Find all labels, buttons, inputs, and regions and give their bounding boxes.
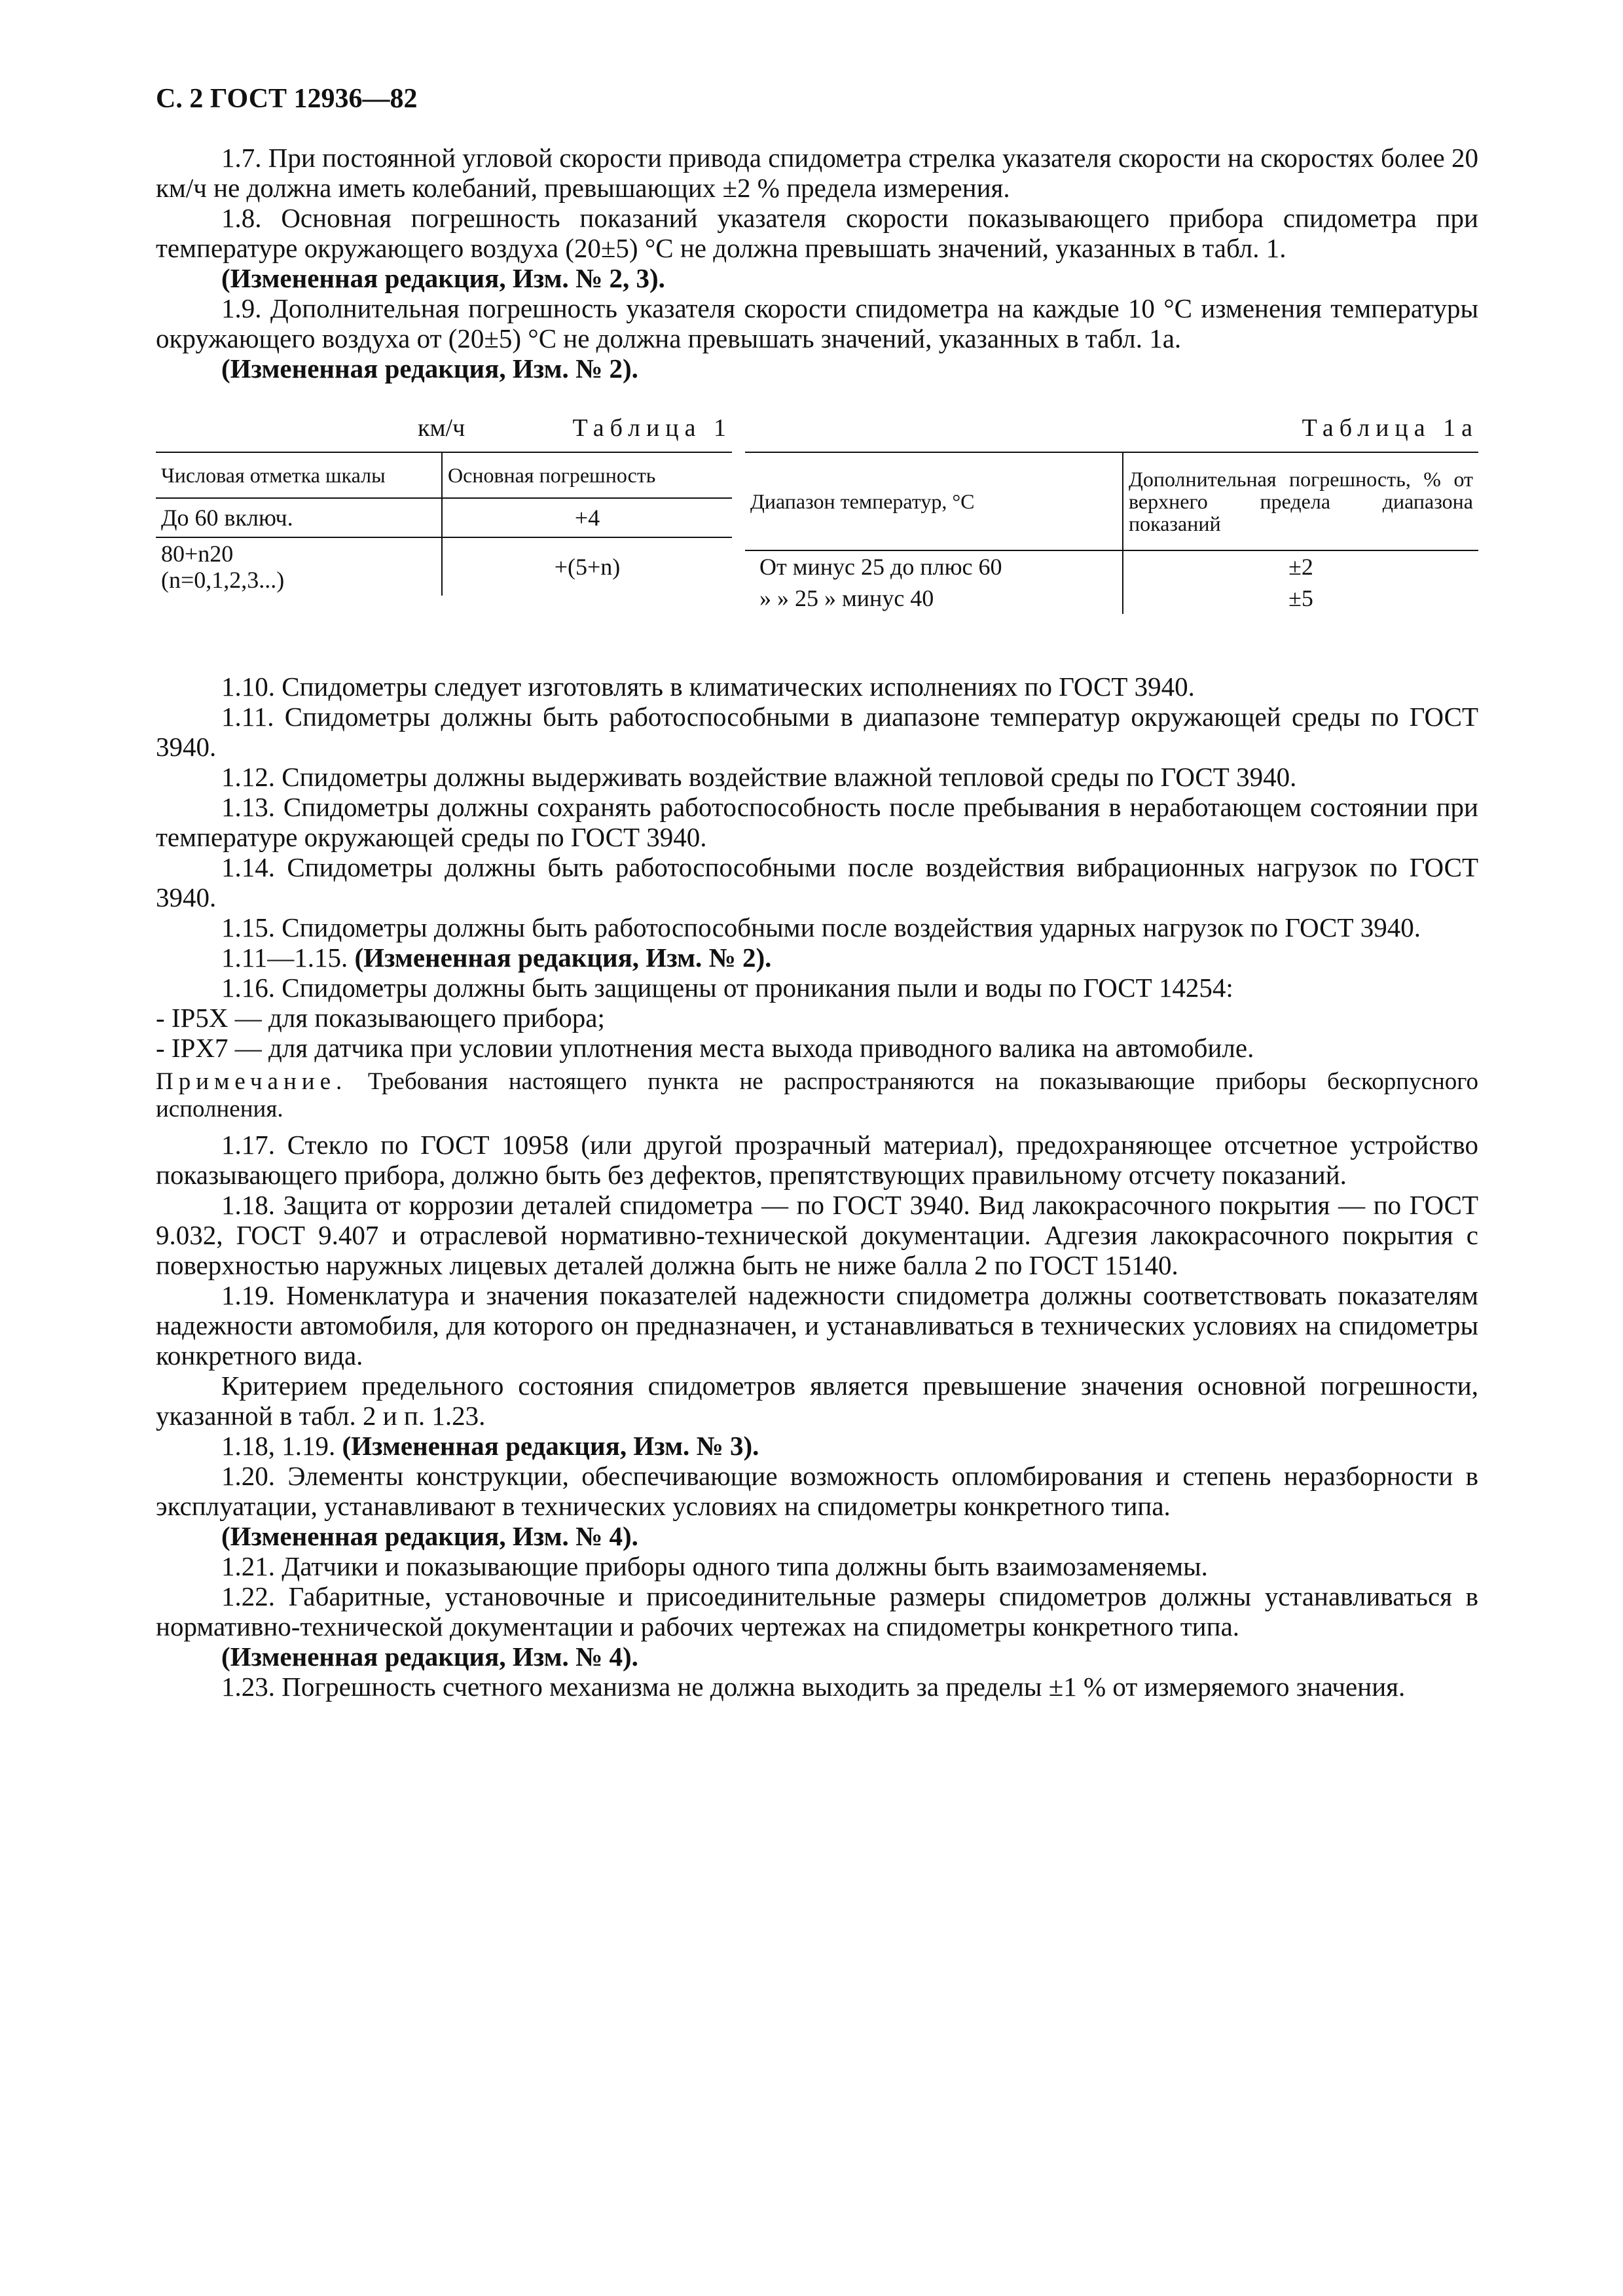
table-cell (156, 537, 442, 596)
table-cell: До 60 включ. (156, 498, 442, 537)
para-1-16: 1.16. Спидометры должны быть защищены от проникания пыли и воды по ГОСТ 14254: (221, 973, 1233, 1003)
para-1-20: 1.20. Элементы конструкции, обеспечивающие возможность опломбирования и степень неразборности в эксплуатации, устанавливают в технических условиях на спидометры конкретного типа. (156, 1461, 1478, 1521)
amendment-1-11-1-15 (156, 942, 1478, 973)
amendment-note: (Измененная редакция, Изм. № 2). (221, 353, 638, 384)
table-1a-caption: Таблица 1а (1302, 414, 1478, 442)
document-page (156, 84, 1478, 1702)
amendment-prefix: 1.11—1.15. (221, 942, 348, 973)
para-1-9: 1.9. Дополнительная погрешность указателя скорости спидометра на каждые 10 °С изменения температуры окружающего воздуха от (20±5) °С не должна превышать значений, указанных в табл. 1а. (156, 293, 1478, 353)
para-criterion: Критерием предельного состояния спидометров является превышение значения основной погрешности, указанной в табл. 2 и п. 1.23. (156, 1371, 1478, 1431)
para-1-7: 1.7. При постоянной угловой скорости привода спидометра стрелка указателя скорости на скоростях более 20 км/ч не должна иметь колебаний, превышающих ±2 % предела измерения. (156, 143, 1478, 203)
table-1-header-scale: Числовая отметка шкалы (156, 452, 442, 498)
para-1-13: 1.13. Спидометры должны сохранять работоспособность после пребывания в неработающем состоянии при температуре окружающей среды по ГОСТ 3940. (156, 792, 1478, 852)
amendment-note: (Измененная редакция, Изм. № 4). (221, 1641, 638, 1672)
table-1a-header-range: Диапазон температур, °С (745, 452, 1123, 550)
para-1-19: 1.19. Номенклатура и значения показателей надежности спидометра должны соответствовать показателям надежности автомобиля, для которого он предназначен, и устанавливаться в технических условиях на спидометры конкретного вида. (156, 1280, 1478, 1371)
table-cell: +(5+n) (554, 554, 621, 580)
table-1-row2-note: (n=0,1,2,3...) (161, 567, 285, 593)
amendment-text: (Измененная редакция, Изм. № 3). (342, 1431, 759, 1461)
para-1-15: 1.15. Спидометры должны быть работоспособными после воздействия ударных нагрузок по ГОСТ 3940. (221, 912, 1421, 942)
para-1-10: 1.10. Спидометры следует изготовлять в климатических исполнениях по ГОСТ 3940. (221, 672, 1195, 702)
amendment-text: (Измененная редакция, Изм. № 2). (354, 942, 772, 973)
table-1-row2-value: 80+n20 (161, 541, 234, 567)
amendment-note: (Измененная редакция, Изм. № 2, 3). (221, 263, 665, 293)
para-1-23: 1.23. Погрешность счетного механизма не должна выходить за пределы ±1 % от измеряемого значения. (221, 1672, 1406, 1702)
table-row (156, 498, 732, 537)
para-1-8: 1.8. Основная погрешность показаний указателя скорости показывающего прибора спидометра при температуре окружающего воздуха (20±5) °С не должна превышать значений, указанных в табл. 1. (156, 203, 1478, 263)
list-item: - IP5X — для показывающего прибора; (156, 1003, 605, 1033)
table-cell: ±5 (1288, 585, 1313, 611)
table-1-unit: км/ч (418, 414, 465, 442)
amendment-prefix: 1.18, 1.19. (221, 1431, 336, 1461)
table-1-header-error: Основная погрешность (442, 452, 732, 498)
table-1a-grid (745, 452, 1478, 614)
table-cell: » » 25 » минус 40 (745, 583, 1123, 614)
tables-block (156, 412, 1478, 648)
note-label: Примечание. (156, 1068, 348, 1095)
table-cell: ±2 (1288, 554, 1313, 580)
para-1-11: 1.11. Спидометры должны быть работоспособными в диапазоне температур окружающей среды по ГОСТ 3940. (156, 702, 1478, 762)
table-1 (156, 412, 732, 596)
table-1-caption: Таблица 1 (572, 414, 732, 442)
list-item: - IPX7 — для датчика при условии уплотнения места выхода приводного валика на автомобиле. (156, 1033, 1254, 1063)
table-row (156, 537, 732, 596)
table-1a (745, 412, 1478, 614)
note-text: Требования настоящего пункта не распространяются на показывающие приборы бескорпусного исполнения. (156, 1068, 1478, 1122)
table-cell: +4 (442, 498, 732, 537)
table-row (745, 583, 1478, 614)
para-1-21: 1.21. Датчики и показывающие приборы одного типа должны быть взаимозаменяемы. (221, 1551, 1208, 1581)
table-1a-header-error: Дополнительная погрешность, % от верхнего предела диапазона показаний (1123, 452, 1478, 550)
amendment-note: (Измененная редакция, Изм. № 4). (221, 1521, 638, 1551)
page-header: С. 2 ГОСТ 12936—82 (156, 84, 418, 114)
table-row (745, 550, 1478, 583)
note (156, 1068, 1478, 1123)
para-1-17: 1.17. Стекло по ГОСТ 10958 (или другой прозрачный материал), предохраняющее отсчетное устройство показывающего прибора, должно быть без дефектов, препятствующих правильному отсчету показаний. (156, 1130, 1478, 1190)
para-1-12: 1.12. Спидометры должны выдерживать воздействие влажной тепловой среды по ГОСТ 3940. (221, 762, 1297, 792)
para-1-18: 1.18. Защита от коррозии деталей спидометра — по ГОСТ 3940. Вид лакокрасочного покрытия — по ГОСТ 9.032, ГОСТ 9.407 и отраслевой нормативно-технической документации. Адгезия лакокрасочного покрытия с поверхностью наружных лицевых деталей должна быть не ниже балла 2 по ГОСТ 15140. (156, 1190, 1478, 1280)
para-1-22: 1.22. Габаритные, установочные и присоединительные размеры спидометров должны устанавливаться в нормативно-технической документации и рабочих чертежах на спидометры конкретного типа. (156, 1581, 1478, 1641)
amendment-1-18-1-19 (156, 1431, 1478, 1461)
table-1-grid (156, 452, 732, 596)
para-1-14: 1.14. Спидометры должны быть работоспособными после воздействия вибрационных нагрузок по ГОСТ 3940. (156, 852, 1478, 912)
table-cell: От минус 25 до плюс 60 (745, 550, 1123, 583)
